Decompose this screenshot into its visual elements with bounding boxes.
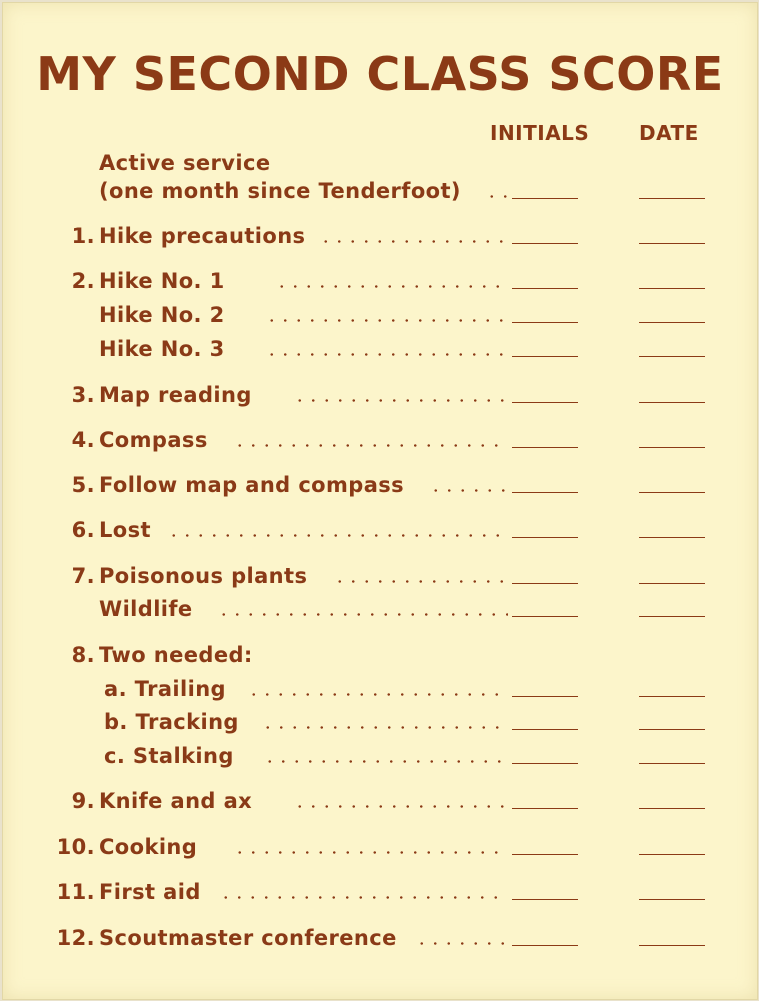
dot-leader [233, 851, 508, 854]
requirement-label: Poisonous plants [99, 564, 308, 588]
requirement-number: 2. [71, 269, 95, 293]
requirement-number: 10. [56, 835, 95, 859]
requirement-number: 7. [71, 564, 95, 588]
date-blank-line[interactable] [639, 763, 705, 764]
date-blank-line[interactable] [639, 616, 705, 617]
dot-leader [247, 693, 508, 696]
requirement-label: Hike precautions [99, 224, 306, 248]
dot-leader [217, 613, 508, 616]
requirement-number: 3. [71, 383, 95, 407]
date-blank-line[interactable] [639, 402, 705, 403]
dot-leader [233, 444, 508, 447]
date-blank-line[interactable] [639, 696, 705, 697]
date-blank-line[interactable] [639, 537, 705, 538]
requirement-row [3, 518, 757, 548]
requirement-row [3, 303, 757, 333]
requirement-label: (one month since Tenderfoot) [99, 179, 461, 203]
dot-leader [293, 805, 508, 808]
requirement-row [3, 564, 757, 594]
date-blank-line[interactable] [639, 198, 705, 199]
requirement-row [3, 269, 757, 299]
date-blank-line[interactable] [639, 288, 705, 289]
requirement-label: a. Trailing [104, 677, 226, 701]
requirement-row [3, 428, 757, 458]
requirement-row [3, 880, 757, 910]
date-blank-line[interactable] [639, 583, 705, 584]
requirement-label: Compass [99, 428, 208, 452]
dot-leader [167, 534, 508, 537]
dot-leader [265, 319, 508, 322]
date-blank-line[interactable] [639, 356, 705, 357]
requirement-row [3, 926, 757, 956]
requirement-label: Hike No. 2 [99, 303, 225, 327]
requirement-number: 12. [56, 926, 95, 950]
requirement-number: 6. [71, 518, 95, 542]
requirement-label: Wildlife [99, 597, 193, 621]
requirement-number: 9. [71, 789, 95, 813]
requirement-label: Follow map and compass [99, 473, 405, 497]
initials-blank-line[interactable] [512, 616, 578, 617]
initials-blank-line[interactable] [512, 243, 578, 244]
initials-blank-line[interactable] [512, 198, 578, 199]
requirement-row [3, 224, 757, 254]
initials-blank-line[interactable] [512, 696, 578, 697]
requirement-number: 11. [56, 880, 95, 904]
requirement-label: Two needed: [99, 643, 253, 667]
initials-blank-line[interactable] [512, 492, 578, 493]
initials-blank-line[interactable] [512, 288, 578, 289]
initials-blank-line[interactable] [512, 402, 578, 403]
initials-column-header: INITIALS [490, 121, 590, 145]
dot-leader [333, 580, 508, 583]
initials-blank-line[interactable] [512, 729, 578, 730]
initials-blank-line[interactable] [512, 537, 578, 538]
requirement-row [3, 179, 757, 209]
requirement-row [3, 835, 757, 865]
requirement-number: 4. [71, 428, 95, 452]
requirement-row [3, 789, 757, 819]
requirement-label: Scoutmaster conference [99, 926, 397, 950]
dot-leader [293, 399, 508, 402]
requirement-row [3, 710, 757, 740]
date-blank-line[interactable] [639, 854, 705, 855]
requirement-row [3, 643, 757, 673]
initials-blank-line[interactable] [512, 447, 578, 448]
requirement-row [3, 744, 757, 774]
dot-leader [261, 726, 508, 729]
date-blank-line[interactable] [639, 243, 705, 244]
dot-leader [219, 896, 508, 899]
dot-leader [485, 195, 508, 198]
initials-blank-line[interactable] [512, 945, 578, 946]
date-blank-line[interactable] [639, 447, 705, 448]
date-blank-line[interactable] [639, 899, 705, 900]
requirement-label: c. Stalking [104, 744, 234, 768]
initials-blank-line[interactable] [512, 899, 578, 900]
date-blank-line[interactable] [639, 945, 705, 946]
date-blank-line[interactable] [639, 729, 705, 730]
dot-leader [319, 240, 508, 243]
dot-leader [263, 760, 508, 763]
requirement-label: Hike No. 3 [99, 337, 225, 361]
initials-blank-line[interactable] [512, 808, 578, 809]
date-column-header: DATE [639, 121, 699, 145]
initials-blank-line[interactable] [512, 854, 578, 855]
requirement-row [3, 677, 757, 707]
initials-blank-line[interactable] [512, 356, 578, 357]
requirement-row [3, 597, 757, 627]
requirement-label: Lost [99, 518, 151, 542]
requirement-number: 1. [71, 224, 95, 248]
dot-leader [429, 489, 508, 492]
dot-leader [265, 353, 508, 356]
requirement-label: Active service [99, 151, 271, 175]
dot-leader [275, 285, 508, 288]
score-card [2, 2, 758, 1000]
requirement-label: b. Tracking [104, 710, 239, 734]
initials-blank-line[interactable] [512, 763, 578, 764]
initials-blank-line[interactable] [512, 583, 578, 584]
initials-blank-line[interactable] [512, 322, 578, 323]
requirement-number: 8. [71, 643, 95, 667]
requirement-label: Map reading [99, 383, 252, 407]
date-blank-line[interactable] [639, 808, 705, 809]
requirement-label: Hike No. 1 [99, 269, 225, 293]
requirement-label: Cooking [99, 835, 198, 859]
requirement-row [3, 337, 757, 367]
requirement-label: Knife and ax [99, 789, 253, 813]
requirement-number: 5. [71, 473, 95, 497]
requirement-row [3, 151, 757, 181]
date-blank-line[interactable] [639, 322, 705, 323]
date-blank-line[interactable] [639, 492, 705, 493]
requirement-row [3, 383, 757, 413]
requirement-label: First aid [99, 880, 201, 904]
requirement-row [3, 473, 757, 503]
dot-leader [415, 942, 508, 945]
card-title: MY SECOND CLASS SCORE [36, 47, 724, 101]
